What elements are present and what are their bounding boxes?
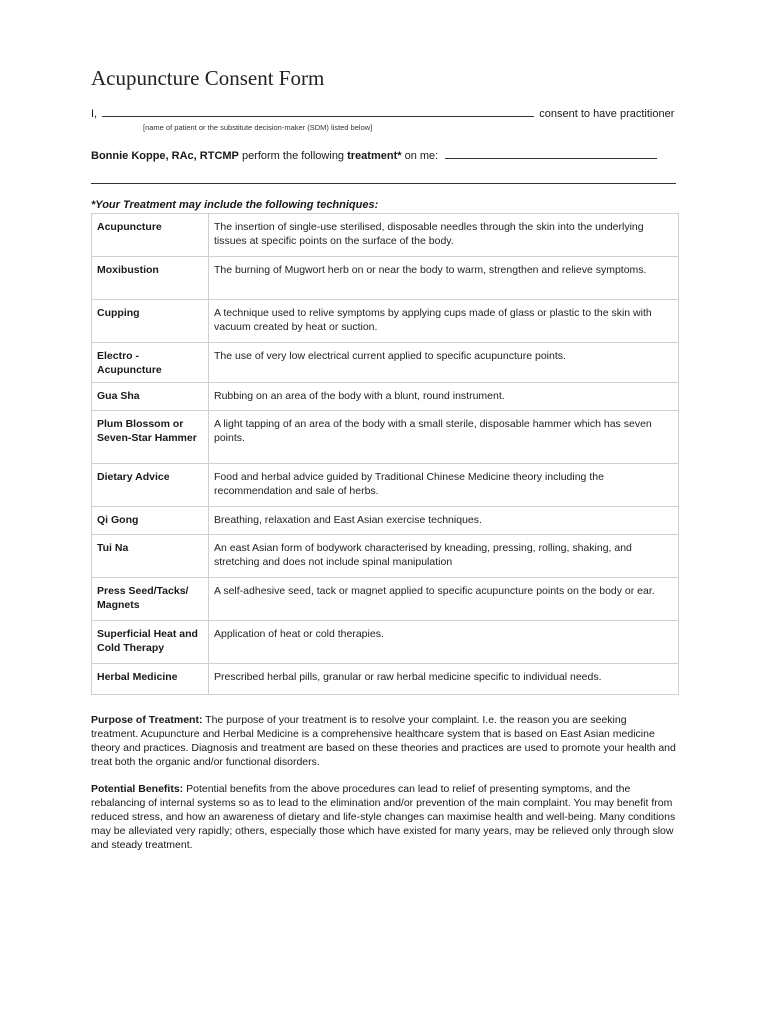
- purpose-paragraph: [91, 713, 676, 769]
- table-row: [92, 383, 679, 411]
- techniques-heading: *Your Treatment may include the following techniques:: [91, 199, 379, 211]
- technique-description: Prescribed herbal pills, granular or raw herbal medicine specific to individual needs.: [209, 664, 679, 695]
- technique-term: Moxibustion: [92, 257, 209, 300]
- technique-description: Food and herbal advice guided by Traditional Chinese Medicine theory including the recommendation and sale of herbs.: [209, 464, 679, 507]
- table-row: [92, 664, 679, 695]
- table-row: [92, 578, 679, 621]
- technique-description: The insertion of single-use sterilised, disposable needles through the skin into the underlying tissues at specific points on the surface of the body.: [209, 214, 679, 257]
- technique-description: A self-adhesive seed, tack or magnet applied to specific acupuncture points on the body or ear.: [209, 578, 679, 621]
- benefits-text: Potential benefits from the above procedures can lead to relief of presenting symptoms, and the rebalancing of internal systems so as to lead to the elimination and/or prevention of the main complaint. You may benefit from reduced stress, and how an awareness of dietary and life-style changes can maximise health and well-being. Many conditions may be alleviated very rapidly; others, especially those which have existed for many years, may be relieved only through slow and steady treatment.: [91, 783, 676, 851]
- technique-description: A technique used to relive symptoms by applying cups made of glass or plastic to the skin with vacuum created by heat or suction.: [209, 300, 679, 343]
- table-row: [92, 507, 679, 535]
- practitioner-name: Bonnie Koppe, RAc, RTCMP: [91, 150, 239, 162]
- treatment-blank-line[interactable]: [91, 183, 676, 184]
- technique-description: The burning of Mugwort herb on or near the body to warm, strengthen and relieve symptoms.: [209, 257, 679, 300]
- technique-term: Herbal Medicine: [92, 664, 209, 695]
- consent-prefix: I,: [91, 108, 98, 120]
- technique-term: Acupuncture: [92, 214, 209, 257]
- technique-term: Electro - Acupuncture: [92, 343, 209, 383]
- table-row: [92, 300, 679, 343]
- technique-term: Qi Gong: [92, 507, 209, 535]
- purpose-label: Purpose of Treatment:: [91, 714, 203, 726]
- technique-term: Cupping: [92, 300, 209, 343]
- techniques-table: [91, 213, 679, 695]
- treatment-label: treatment*: [347, 150, 402, 162]
- sdm-note: [name of patient or the substitute decision-maker (SDM) listed below]: [143, 123, 373, 132]
- table-row: [92, 411, 679, 464]
- technique-term: Superficial Heat and Cold Therapy: [92, 621, 209, 664]
- technique-term: Tui Na: [92, 535, 209, 578]
- technique-term: Press Seed/Tacks/ Magnets: [92, 578, 209, 621]
- technique-term: Gua Sha: [92, 383, 209, 411]
- purpose-text: The purpose of your treatment is to resolve your complaint. I.e. the reason you are seeking treatment. Acupuncture and Herbal Medicine is a comprehensive healthcare system that is based on East Asian medicine theory and practices. Diagnosis and treatment are based on these theories and practices are used to promote your health and treat both the organic and/or functional disorders.: [91, 714, 676, 768]
- technique-term: Plum Blossom or Seven-Star Hammer: [92, 411, 209, 464]
- page-title: Acupuncture Consent Form: [91, 66, 325, 90]
- consent-line: [91, 106, 681, 120]
- practitioner-text-2: on me:: [401, 150, 439, 162]
- practitioner-text-1: perform the following: [238, 150, 348, 162]
- technique-term: Dietary Advice: [92, 464, 209, 507]
- technique-description: Rubbing on an area of the body with a blunt, round instrument.: [209, 383, 679, 411]
- patient-name-blank[interactable]: [102, 106, 534, 117]
- benefits-label: Potential Benefits:: [91, 783, 184, 795]
- practitioner-line: [91, 148, 657, 162]
- technique-description: Breathing, relaxation and East Asian exercise techniques.: [209, 507, 679, 535]
- table-row: [92, 343, 679, 383]
- technique-description: A light tapping of an area of the body with a small sterile, disposable hammer which has seven points.: [209, 411, 679, 464]
- benefits-paragraph: [91, 782, 676, 852]
- technique-description: An east Asian form of bodywork characterised by kneading, pressing, rolling, shaking, and stretching and does not include spinal manipulation: [209, 535, 679, 578]
- technique-description: Application of heat or cold therapies.: [209, 621, 679, 664]
- table-row: [92, 464, 679, 507]
- technique-description: The use of very low electrical current applied to specific acupuncture points.: [209, 343, 679, 383]
- table-row: [92, 621, 679, 664]
- table-row: [92, 257, 679, 300]
- treatment-blank[interactable]: [445, 148, 657, 159]
- consent-suffix: consent to have practitioner: [539, 108, 675, 120]
- table-row: [92, 214, 679, 257]
- table-row: [92, 535, 679, 578]
